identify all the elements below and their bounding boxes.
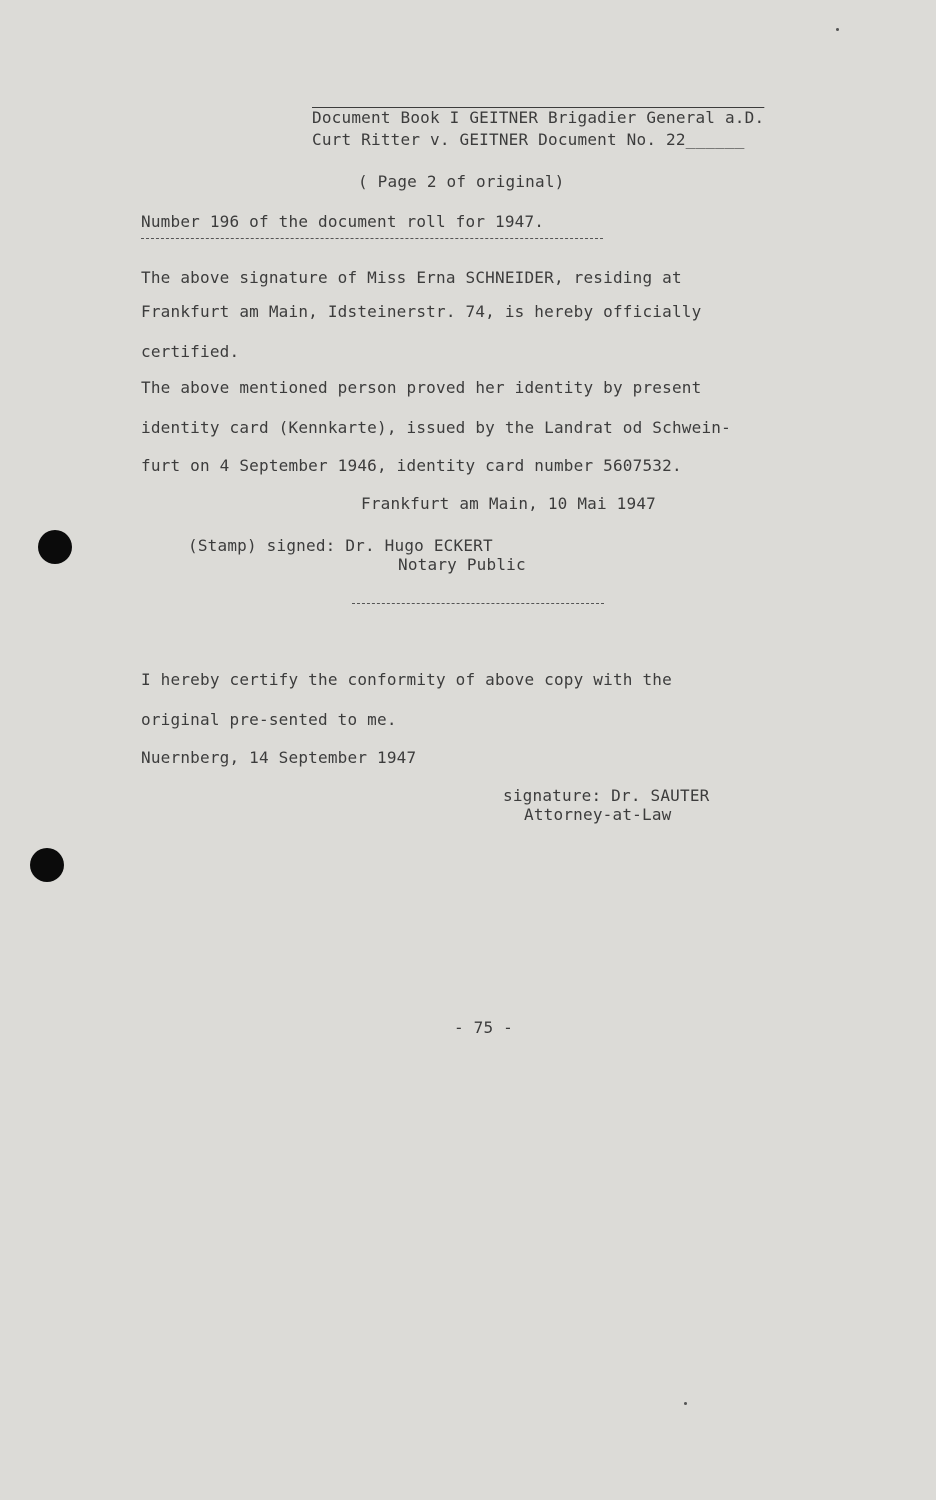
paper-speck (836, 28, 839, 31)
cert-line-5: identity card (Kennkarte), issued by the Landrat od Schwein- (141, 418, 731, 437)
cert-line-1: The above signature of Miss Erna SCHNEIDER, residing at (141, 268, 682, 287)
cert-place-date: Frankfurt am Main, 10 Mai 1947 (361, 494, 656, 513)
paper-speck (684, 1402, 687, 1405)
punch-hole-lower (30, 848, 64, 882)
page-note: ( Page 2 of original) (358, 172, 565, 191)
conformity-line-1: I hereby certify the conformity of above copy with the (141, 670, 672, 689)
conformity-line-2: original pre-sented to me. (141, 710, 397, 729)
cert-line-2: Frankfurt am Main, Idsteinerstr. 74, is hereby officially (141, 302, 702, 321)
cert-signed-line: (Stamp) signed: Dr. Hugo ECKERT (188, 536, 493, 555)
cert-line-6: furt on 4 September 1946, identity card number 5607532. (141, 456, 682, 475)
header-line-1: Document Book I GEITNER Brigadier General a.D. (312, 108, 765, 127)
roll-number: Number 196 of the document roll for 1947. (141, 212, 545, 231)
roll-underline (141, 238, 603, 239)
cert-notary-title: Notary Public (398, 555, 526, 574)
punch-hole-upper (38, 530, 72, 564)
section-divider (352, 603, 604, 604)
cert-line-4: The above mentioned person proved her identity by present (141, 378, 702, 397)
conformity-place-date: Nuernberg, 14 September 1947 (141, 748, 417, 767)
conformity-signature: signature: Dr. SAUTER (503, 786, 710, 805)
header-line-2: Curt Ritter v. GEITNER Document No. 22______ (312, 130, 745, 149)
cert-line-3: certified. (141, 342, 240, 361)
conformity-attorney-title: Attorney-at-Law (524, 805, 672, 824)
page-number: - 75 - (454, 1018, 513, 1037)
